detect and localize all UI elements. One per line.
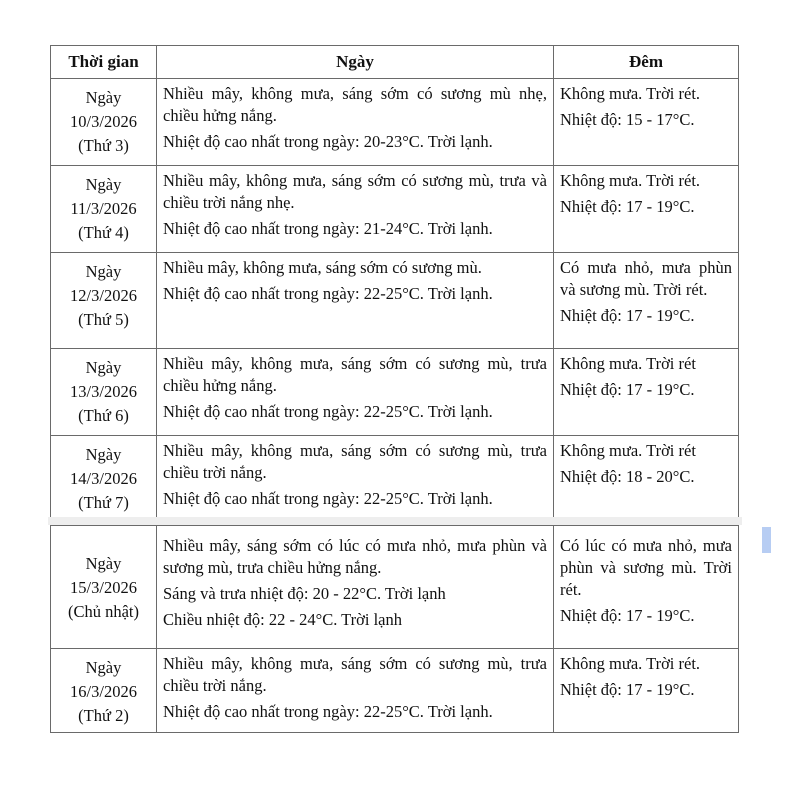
date-label: Ngày	[85, 262, 122, 281]
header-day: Ngày	[157, 46, 554, 79]
date-label: Ngày	[85, 554, 122, 573]
night-cell	[554, 253, 739, 349]
scroll-marker	[762, 527, 771, 553]
day-temperature: Nhiệt độ cao nhất trong ngày: 22-25°C. Trời lạnh.	[163, 402, 493, 421]
night-description: Không mưa. Trời rét.	[560, 84, 701, 103]
header-time: Thời gian	[51, 46, 157, 79]
night-cell	[554, 166, 739, 253]
day-cell	[157, 253, 554, 349]
day-temperature: Nhiệt độ cao nhất trong ngày: 22-25°C. Trời lạnh.	[163, 489, 493, 508]
day-description: Nhiều mây, không mưa, sáng sớm có sương mù, trưa chiều hửng nắng.	[163, 354, 547, 395]
weekday: (Thứ 5)	[78, 310, 129, 329]
table-row	[51, 526, 739, 649]
forecast-table-continued	[50, 525, 739, 733]
night-description: Không mưa. Trời rét.	[560, 171, 701, 190]
date-value: 11/3/2026	[70, 199, 137, 218]
night-cell	[554, 526, 739, 649]
day-temperature: Nhiệt độ cao nhất trong ngày: 21-24°C. Trời lạnh.	[163, 219, 493, 238]
weekday: (Chủ nhật)	[67, 602, 140, 621]
night-description: Có mưa nhỏ, mưa phùn và sương mù. Trời rét.	[560, 258, 732, 299]
night-description: Có lúc có mưa nhỏ, mưa phùn và sương mù. Trời rét.	[560, 536, 732, 599]
table-row	[51, 79, 739, 166]
night-temperature: Nhiệt độ: 15 - 17°C.	[560, 110, 695, 129]
weekday: (Thứ 7)	[78, 493, 129, 512]
weekday: (Thứ 6)	[78, 406, 129, 425]
night-temperature: Nhiệt độ: 18 - 20°C.	[560, 467, 695, 486]
forecast-table	[50, 45, 739, 520]
date-value: 10/3/2026	[70, 112, 137, 131]
date-label: Ngày	[85, 445, 122, 464]
table-row	[51, 166, 739, 253]
header-row	[51, 46, 739, 79]
night-temperature: Nhiệt độ: 17 - 19°C.	[560, 306, 695, 325]
day-description: Nhiều mây, không mưa, sáng sớm có sương mù.	[163, 258, 482, 277]
night-cell	[554, 79, 739, 166]
date-label: Ngày	[85, 175, 122, 194]
night-temperature: Nhiệt độ: 17 - 19°C.	[560, 197, 695, 216]
date-value: 15/3/2026	[70, 578, 137, 597]
table-row	[51, 349, 739, 436]
weekday: (Thứ 3)	[78, 136, 129, 155]
day-description: Nhiều mây, sáng sớm có lúc có mưa nhỏ, mưa phùn và sương mù, trưa chiều hửng nắng.	[163, 536, 547, 577]
day-temperature: Nhiệt độ cao nhất trong ngày: 22-25°C. Trời lạnh.	[163, 702, 493, 721]
date-cell	[51, 349, 157, 436]
weekday: (Thứ 2)	[78, 706, 129, 725]
day-cell	[157, 436, 554, 520]
night-temperature: Nhiệt độ: 17 - 19°C.	[560, 606, 695, 625]
day-temperature-afternoon: Chiều nhiệt độ: 22 - 24°C. Trời lạnh	[163, 610, 403, 629]
table-row	[51, 436, 739, 520]
weekday: (Thứ 4)	[78, 223, 129, 242]
date-value: 16/3/2026	[70, 682, 137, 701]
table-row	[51, 649, 739, 733]
header-night: Đêm	[554, 46, 739, 79]
day-description: Nhiều mây, không mưa, sáng sớm có sương mù, trưa chiều trời nắng.	[163, 441, 547, 482]
table-row	[51, 253, 739, 349]
night-temperature: Nhiệt độ: 17 - 19°C.	[560, 380, 695, 399]
date-value: 12/3/2026	[70, 286, 137, 305]
page-break	[48, 517, 742, 525]
date-value: 14/3/2026	[70, 469, 137, 488]
day-cell	[157, 526, 554, 649]
night-description: Không mưa. Trời rét	[560, 441, 696, 460]
date-cell	[51, 166, 157, 253]
night-cell	[554, 436, 739, 520]
night-cell	[554, 649, 739, 733]
day-cell	[157, 349, 554, 436]
date-cell	[51, 253, 157, 349]
day-temperature: Nhiệt độ cao nhất trong ngày: 22-25°C. Trời lạnh.	[163, 284, 493, 303]
date-cell	[51, 79, 157, 166]
night-description: Không mưa. Trời rét.	[560, 654, 701, 673]
date-cell	[51, 436, 157, 520]
day-temperature: Nhiệt độ cao nhất trong ngày: 20-23°C. Trời lạnh.	[163, 132, 493, 151]
night-temperature: Nhiệt độ: 17 - 19°C.	[560, 680, 695, 699]
day-description: Nhiều mây, không mưa, sáng sớm có sương mù nhẹ, chiều hửng nắng.	[163, 84, 547, 125]
day-cell	[157, 166, 554, 253]
day-description: Nhiều mây, không mưa, sáng sớm có sương mù, trưa và chiều trời nắng nhẹ.	[163, 171, 547, 212]
day-temperature-morning: Sáng và trưa nhiệt độ: 20 - 22°C. Trời lạnh	[163, 584, 446, 603]
day-description: Nhiều mây, không mưa, sáng sớm có sương mù, trưa chiều trời nắng.	[163, 654, 547, 695]
date-cell	[51, 526, 157, 649]
date-value: 13/3/2026	[70, 382, 137, 401]
day-cell	[157, 649, 554, 733]
day-cell	[157, 79, 554, 166]
night-cell	[554, 349, 739, 436]
date-label: Ngày	[85, 658, 122, 677]
night-description: Không mưa. Trời rét	[560, 354, 696, 373]
date-label: Ngày	[85, 358, 122, 377]
date-cell	[51, 649, 157, 733]
date-label: Ngày	[85, 88, 122, 107]
